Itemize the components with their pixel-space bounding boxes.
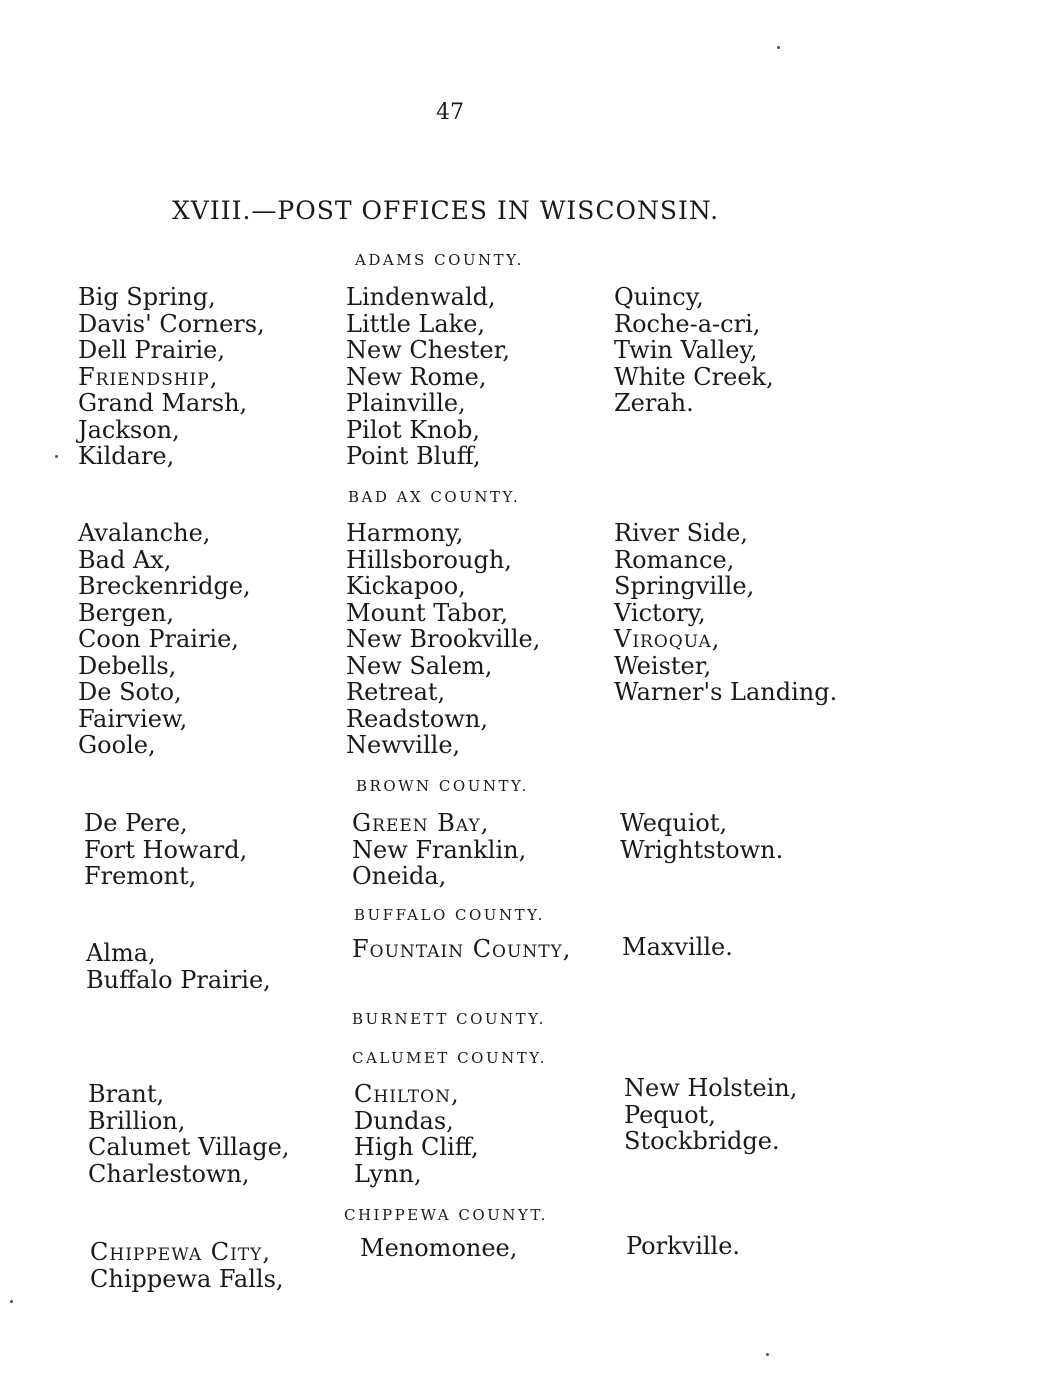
post-office: Bad Ax, [78,545,172,574]
post-office: New Franklin, [352,835,527,864]
post-office: Dundas, [354,1106,454,1135]
page-title: XVIII.—POST OFFICES IN WISCONSIN. [172,196,720,225]
post-office-county-seat: Chilton, [354,1080,460,1108]
brown-column-3 [620,810,783,863]
county-heading-burnett: BURNETT COUNTY. [352,1010,546,1028]
post-office: Point Bluff, [346,442,481,470]
post-office: Chippewa Falls, [90,1264,284,1293]
post-office: New Holstein, [624,1074,798,1102]
post-office: De Soto, [78,678,182,706]
post-office: Stockbridge. [624,1127,780,1155]
post-office: Davis' Corners, [78,309,265,338]
chippewa-column-1 [90,1239,284,1292]
post-office: Pilot Knob, [346,415,481,444]
post-office: Wequiot, [620,809,728,837]
post-office: Coon Prairie, [78,625,239,653]
county-heading-buffalo: BUFFALO COUNTY. [354,906,545,924]
bad-ax-column-3 [614,520,837,706]
county-heading-bad-ax: BAD AX COUNTY. [348,488,521,506]
post-office: Dell Prairie, [78,336,226,364]
post-office: Maxville. [622,933,733,961]
post-office: Alma, [86,939,156,967]
post-office: Twin Valley, [614,336,758,364]
post-office-county-seat: Fountain County, [352,935,572,963]
scan-speck [766,1353,769,1356]
post-office: Calumet Village, [88,1133,290,1161]
buffalo-column-3 [622,934,733,961]
post-office: Fort Howard, [84,835,248,864]
post-office: Lynn, [354,1159,422,1188]
chippewa-column-2 [360,1235,517,1262]
post-office-county-seat: Viroqua, [614,625,721,653]
post-office: Hillsborough, [346,545,512,574]
post-office: New Rome, [346,362,487,391]
post-office: Zerah. [614,389,694,417]
post-office: Fairview, [78,704,188,733]
post-office: Weister, [614,651,712,680]
post-office: Brillion, [88,1106,186,1135]
scan-speck [10,1300,13,1303]
post-office: De Pere, [84,809,188,837]
buffalo-column-2 [352,936,571,963]
post-office: Quincy, [614,283,704,311]
page-number: 47 [436,100,464,125]
county-heading-adams: ADAMS COUNTY. [355,251,524,269]
post-office: Brant, [88,1080,165,1108]
post-office: Debells, [78,651,177,680]
post-office: Mount Tabor, [346,598,508,627]
post-office: Retreat, [346,678,446,706]
post-office: Roche-a-cri, [614,309,761,338]
post-office: Springville, [614,572,755,600]
post-office: Little Lake, [346,309,486,338]
post-office: Big Spring, [78,283,216,311]
bad-ax-column-2 [346,520,540,759]
calumet-column-3 [624,1075,797,1155]
post-office: Plainville, [346,389,466,417]
post-office: High Cliff, [354,1133,479,1161]
brown-column-1 [84,810,247,890]
post-office: Bergen, [78,598,174,627]
post-office-county-seat: Friendship, [78,362,219,391]
post-office: Pequot, [624,1100,716,1129]
county-heading-chippewa: CHIPPEWA COUNYT. [344,1206,548,1224]
post-office: New Salem, [346,651,493,680]
post-office: Porkville. [626,1232,741,1260]
post-office: New Chester, [346,336,511,364]
post-office: New Brookville, [346,625,541,653]
post-office: Harmony, [346,519,464,547]
post-office: Breckenridge, [78,572,251,600]
adams-column-1 [78,284,265,470]
post-office: Grand Marsh, [78,389,248,417]
post-office: Oneida, [352,862,447,890]
post-office-county-seat: Green Bay, [352,809,490,837]
calumet-column-2 [354,1081,479,1187]
post-office: Victory, [614,598,706,627]
post-office: Kickapoo, [346,572,466,600]
post-office: Jackson, [78,415,180,444]
post-office: Warner's Landing. [614,678,838,706]
post-office: Fremont, [84,862,197,890]
post-office: Romance, [614,545,735,574]
post-office: Menomonee, [360,1234,518,1262]
adams-column-2 [346,284,510,470]
brown-column-2 [352,810,526,890]
post-office: Lindenwald, [346,283,496,311]
calumet-column-1 [88,1081,289,1187]
adams-column-3 [614,284,774,417]
post-office: Avalanche, [78,519,211,547]
post-office: White Creek, [614,362,774,391]
county-heading-brown: BROWN COUNTY. [356,777,529,795]
post-office: Readstown, [346,704,488,733]
county-heading-calumet: CALUMET COUNTY. [352,1049,547,1067]
buffalo-column-1 [86,940,271,993]
chippewa-column-3 [626,1233,740,1260]
post-office-county-seat: Chippewa City, [90,1238,271,1266]
post-office: Wrightstown. [620,835,784,864]
post-office: Goole, [78,731,156,759]
post-office: Newville, [346,731,461,759]
scan-speck [777,46,780,49]
post-office: Buffalo Prairie, [86,965,271,994]
bad-ax-column-1 [78,520,251,759]
scan-speck [55,455,58,458]
post-office: Charlestown, [88,1159,250,1188]
post-office: River Side, [614,519,748,547]
post-office: Kildare, [78,442,175,470]
